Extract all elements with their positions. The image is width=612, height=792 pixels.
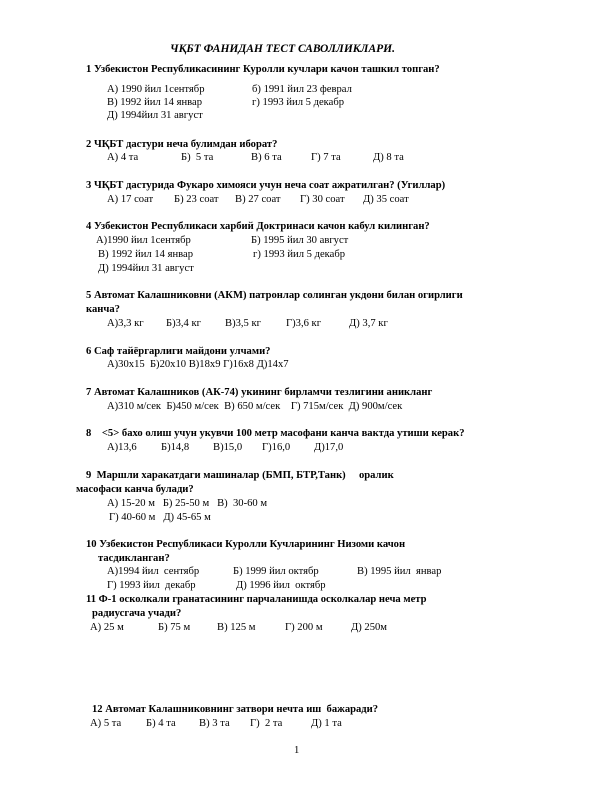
q4-option-c: В) 1992 йил 14 январ bbox=[98, 249, 193, 260]
question-10: 10 Узбекистон Республикаси Куролли Кучларининг Низоми качон bbox=[86, 539, 406, 550]
q11-option-c: В) 125 м bbox=[217, 622, 256, 633]
q8-option-e: Д)17,0 bbox=[314, 442, 344, 453]
q1-option-e: Д) 1994йил 31 август bbox=[107, 110, 203, 121]
q11-option-a: А) 25 м bbox=[90, 622, 124, 633]
q5-option-d: Г)3,6 кг bbox=[286, 318, 322, 329]
question-11: 11 Ф-1 осколкали гранатасининг парчаланишда осколкалар неча метр bbox=[86, 594, 427, 605]
q2-option-b: Б) 5 та bbox=[181, 152, 214, 163]
question-8: 8 <5> бахо олиш учун укувчи 100 метр масофани канча вактда утиши керак? bbox=[86, 428, 465, 439]
q10-option-c: В) 1995 йил январ bbox=[357, 566, 442, 577]
q12-option-b: Б) 4 та bbox=[146, 718, 176, 729]
q10-option-d: Г) 1993 йил декабр bbox=[107, 580, 196, 591]
q10-option-e: Д) 1996 йил октябр bbox=[236, 580, 326, 591]
q4-option-b: Б) 1995 йил 30 август bbox=[251, 235, 349, 246]
q9-options-row-1: А) 15-20 м Б) 25-50 м В) 30-60 м bbox=[107, 498, 268, 509]
question-9: 9 Маршли харакатдаги машиналар (БМП, БТР,Танк) оралик bbox=[86, 470, 394, 481]
q4-option-a: А)1990 йил 1сентябр bbox=[96, 235, 191, 246]
q8-option-d: Г)16,0 bbox=[262, 442, 291, 453]
q1-option-c: В) 1992 йил 14 январ bbox=[107, 97, 202, 108]
question-12: 12 Автомат Калашниковнинг затвори нечта иш бажаради? bbox=[92, 704, 379, 715]
q7-options: А)310 м/сек Б)450 м/сек В) 650 м/сек Г) 715м/сек Д) 900м/сек bbox=[107, 401, 403, 412]
q9-options-row-2: Г) 40-60 м Д) 45-65 м bbox=[109, 512, 211, 523]
q4-option-e: Д) 1994йил 31 август bbox=[98, 263, 194, 274]
q11-option-e: Д) 250м bbox=[351, 622, 387, 633]
q2-option-e: Д) 8 та bbox=[373, 152, 404, 163]
q3-option-a: А) 17 соат bbox=[107, 194, 154, 205]
q1-option-d: г) 1993 йил 5 декабр bbox=[252, 97, 345, 108]
q8-option-b: Б)14,8 bbox=[161, 442, 190, 453]
question-6: 6 Саф тайёргарлиги майдони улчами? bbox=[86, 346, 271, 357]
q1-option-b: б) 1991 йил 23 феврал bbox=[252, 84, 352, 95]
q5-option-e: Д) 3,7 кг bbox=[349, 318, 388, 329]
question-1: 1 Узбекистон Республикасининг Куролли кучлари качон ташкил топган? bbox=[86, 64, 440, 75]
q2-option-a: А) 4 та bbox=[107, 152, 139, 163]
q5-option-a: А)3,3 кг bbox=[107, 318, 144, 329]
q2-option-c: В) 6 та bbox=[251, 152, 282, 163]
question-5: 5 Автомат Калашниковни (АКМ) патронлар солинган укдони билан огирлиги bbox=[86, 290, 463, 301]
q8-option-a: А)13,6 bbox=[107, 442, 137, 453]
q5-option-c: В)3,5 кг bbox=[225, 318, 261, 329]
q10-option-b: Б) 1999 йил октябр bbox=[233, 566, 319, 577]
q3-option-e: Д) 35 соат bbox=[363, 194, 409, 205]
q3-option-b: Б) 23 соат bbox=[174, 194, 219, 205]
q8-option-c: В)15,0 bbox=[213, 442, 243, 453]
q11-option-d: Г) 200 м bbox=[285, 622, 323, 633]
question-2: 2 ЧҚБТ дастури неча булимдан иборат? bbox=[86, 139, 278, 150]
q3-option-d: Г) 30 соат bbox=[300, 194, 345, 205]
q4-option-d: г) 1993 йил 5 декабр bbox=[253, 249, 346, 260]
q12-option-e: Д) 1 та bbox=[311, 718, 342, 729]
page-number: 1 bbox=[294, 745, 300, 756]
question-11-continued: радиусгача учади? bbox=[92, 608, 182, 619]
q12-option-d: Г) 2 та bbox=[250, 718, 283, 729]
q12-option-c: В) 3 та bbox=[199, 718, 230, 729]
q2-option-d: Г) 7 та bbox=[311, 152, 341, 163]
question-5-continued: канча? bbox=[86, 304, 120, 315]
question-7: 7 Автомат Калашников (АК-74) укининг бирламчи тезлигини аникланг bbox=[86, 387, 433, 398]
question-10-continued: тасдикланган? bbox=[98, 553, 170, 564]
q3-option-c: В) 27 соат bbox=[235, 194, 281, 205]
q10-option-a: А)1994 йил сентябр bbox=[107, 566, 200, 577]
q6-options: А)30х15 Б)20х10 В)18х9 Г)16х8 Д)14х7 bbox=[107, 359, 289, 370]
q12-option-a: А) 5 та bbox=[90, 718, 122, 729]
question-3: 3 ЧҚБТ дастурида Фукаро химояси учун неча соат ажратилган? (Угиллар) bbox=[86, 180, 446, 191]
question-9-continued: масофаси канча булади? bbox=[76, 484, 194, 495]
q11-option-b: Б) 75 м bbox=[158, 622, 191, 633]
question-4: 4 Узбекистон Республикаси харбий Доктринаси качон кабул килинган? bbox=[86, 221, 430, 232]
page-title: ЧҚБТ ФАНИДАН ТЕСТ САВОЛЛИКЛАРИ. bbox=[170, 43, 395, 55]
q5-option-b: Б)3,4 кг bbox=[166, 318, 201, 329]
q1-option-a: А) 1990 йил 1сентябр bbox=[107, 84, 205, 95]
